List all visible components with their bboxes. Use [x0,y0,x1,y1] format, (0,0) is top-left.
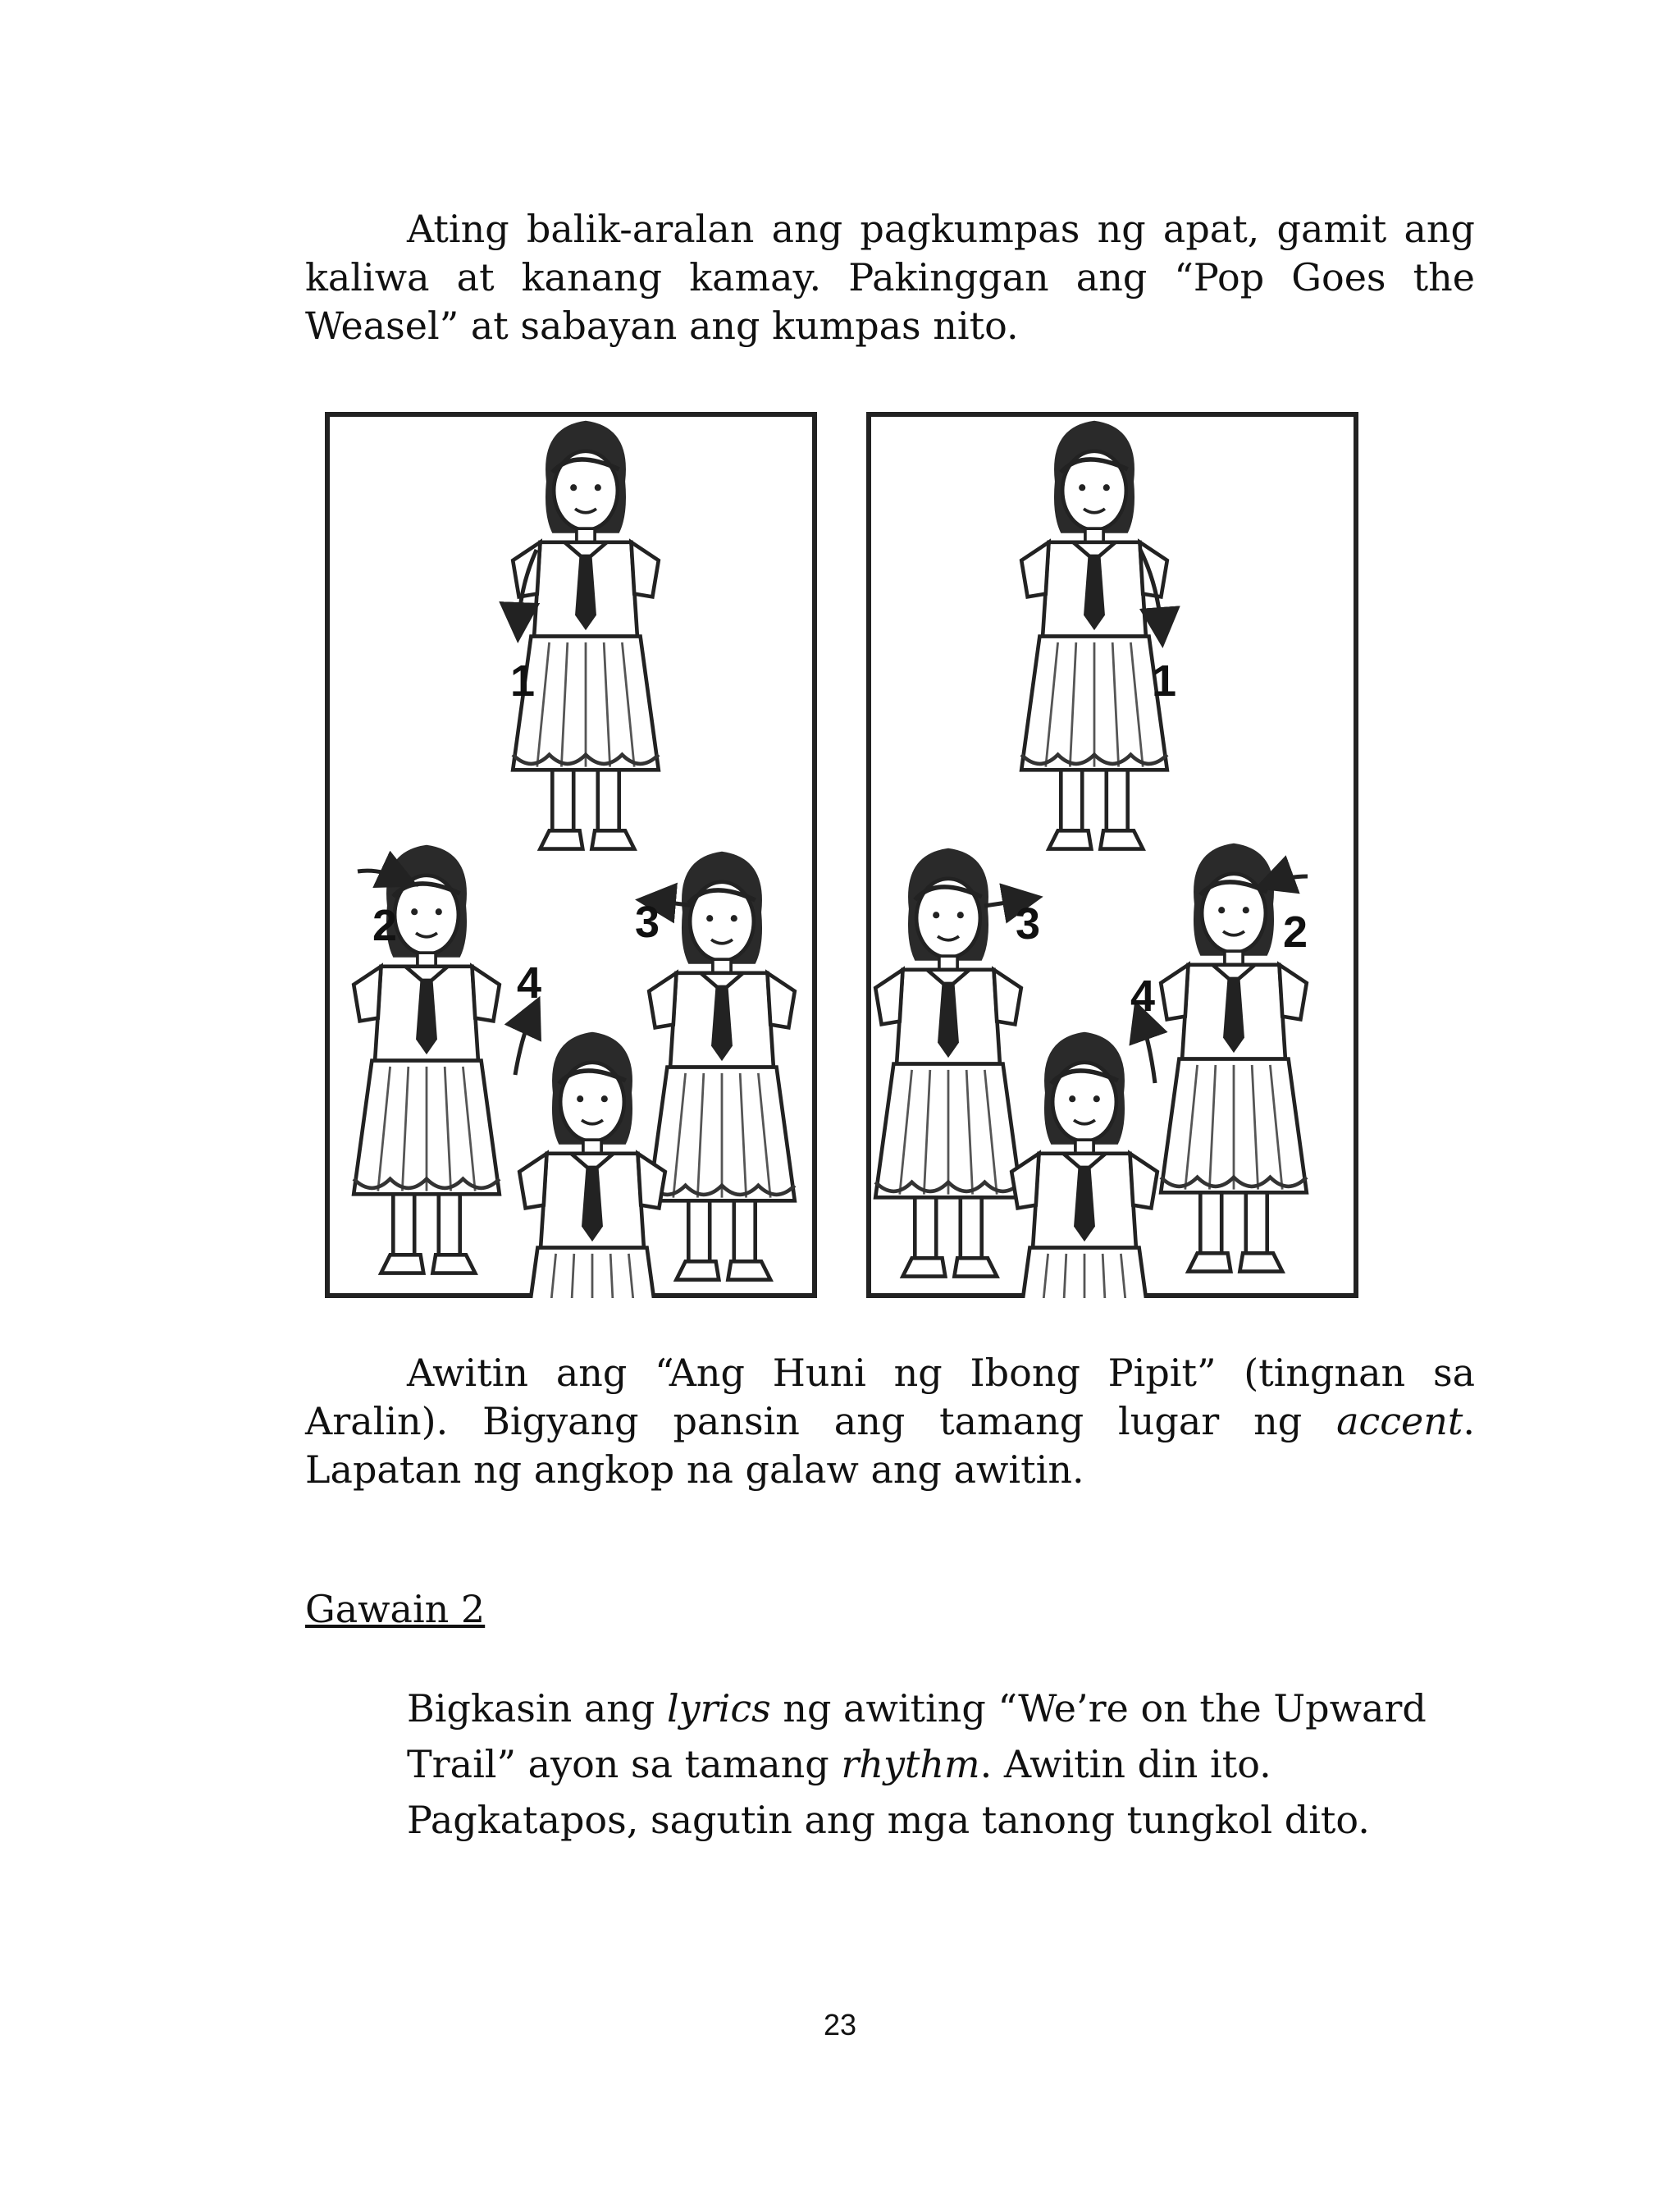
beat-number-3: 3 [1016,899,1041,949]
activity-line-3: Pagkatapos, sagutin ang mga tanong tungkol dito. [407,1798,1370,1842]
beat-number-4: 4 [1130,972,1156,1021]
left-panel-drawing [325,412,817,1298]
beat-number-3: 3 [635,898,660,947]
beat-number-2: 2 [1283,908,1308,957]
beat-number-2: 2 [372,901,398,950]
beat-number-1: 1 [1152,656,1177,706]
conducting-figure-right [866,412,1358,1298]
beat-number-4: 4 [517,958,542,1008]
right-panel-drawing [866,412,1358,1298]
conducting-figure-left [325,412,817,1298]
activity-line-2: Trail” ayon sa tamang rhythm. Awitin din ito. [407,1742,1271,1786]
activity-instructions [407,1680,1427,1848]
activity-heading: Gawain 2 [305,1587,486,1631]
page-number: 23 [823,2008,857,2041]
activity-line-1: Bigkasin ang lyrics ng awiting “We’re on the Upward [407,1686,1427,1731]
intro-paragraph: Ating balik-aralan ang pagkumpas ng apat, gamit ang kaliwa at kanang kamay. Pakinggan ang “Pop Goes the Weasel” at sabayan ang kumpas nito. [305,207,1475,348]
beat-number-1: 1 [510,656,536,706]
song-instruction-paragraph: Awitin ang “Ang Huni ng Ibong Pipit” (tingnan sa Aralin). Bigyang pansin ang tamang lugar ng accent. Lapatan ng angkop na galaw ang awitin. [305,1351,1475,1492]
